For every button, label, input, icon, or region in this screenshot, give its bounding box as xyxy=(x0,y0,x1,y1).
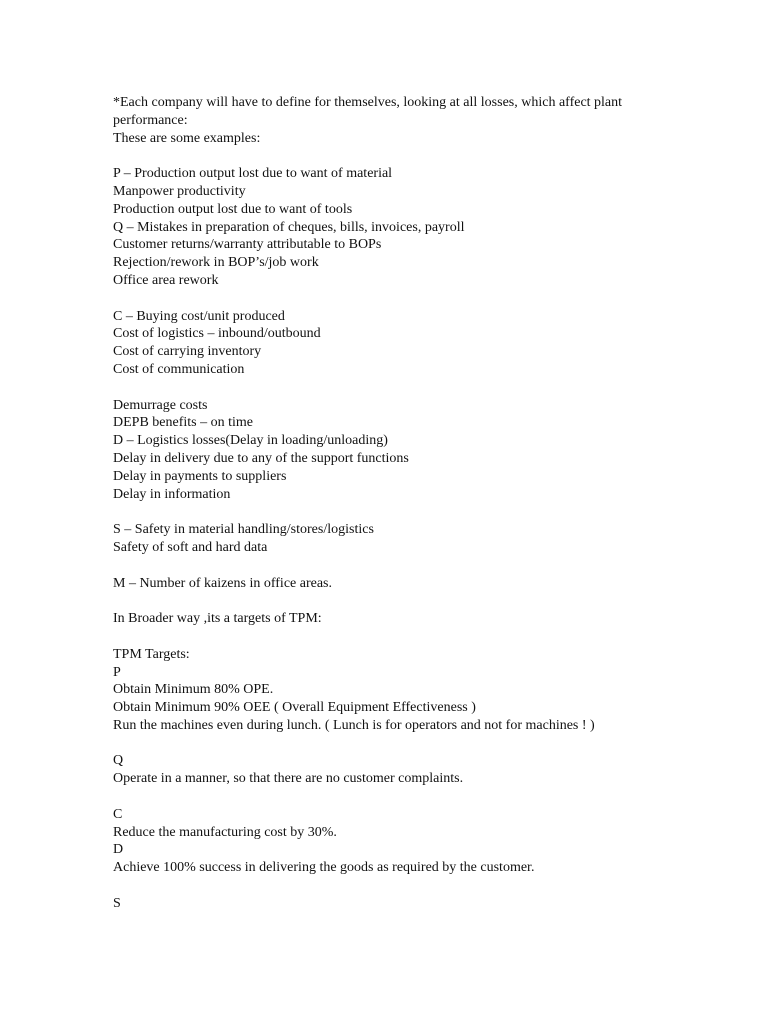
target-label-p: P xyxy=(113,664,121,680)
target-label-c: C xyxy=(113,806,123,822)
paragraph-gap xyxy=(113,628,653,646)
intro-examples-line: These are some examples: xyxy=(113,130,261,146)
text-line: DEPB benefits – on time xyxy=(113,415,253,431)
text-line: Delay in delivery due to any of the support functions xyxy=(113,450,409,466)
broader-targets-line: In Broader way ,its a targets of TPM: xyxy=(113,611,322,627)
paragraph-gap xyxy=(113,503,653,521)
text-line: Demurrage costs xyxy=(113,397,208,413)
paragraph-gap xyxy=(113,147,653,165)
target-label-s: S xyxy=(113,895,121,911)
intro-line: *Each company will have to define for themselves, looking at all losses, which affect plant performance: xyxy=(113,95,623,128)
text-line: Safety of soft and hard data xyxy=(113,539,268,555)
s-losses-block xyxy=(113,521,653,557)
text-line: Delay in information xyxy=(113,486,231,502)
paragraph-gap xyxy=(113,290,653,308)
target-label-d: D xyxy=(113,842,124,858)
paragraph-gap xyxy=(113,557,653,575)
d-losses-block xyxy=(113,397,653,504)
text-line: Cost of logistics – inbound/outbound xyxy=(113,326,321,342)
paragraph-gap xyxy=(113,592,653,610)
m-losses-line: M – Number of kaizens in office areas. xyxy=(113,575,332,591)
paragraph-gap xyxy=(113,788,653,806)
text-line: Achieve 100% success in delivering the goods as required by the customer. xyxy=(113,860,535,876)
tpm-targets-heading: TPM Targets: xyxy=(113,646,190,662)
paragraph-gap xyxy=(113,877,653,895)
text-line: Reduce the manufacturing cost by 30%. xyxy=(113,824,337,840)
text-line: Customer returns/warranty attributable to BOPs xyxy=(113,237,382,253)
document-body xyxy=(113,94,653,913)
target-label-q: Q xyxy=(113,753,124,769)
text-line: Obtain Minimum 80% OPE. xyxy=(113,682,274,698)
text-line: Production output lost due to want of tools xyxy=(113,201,353,217)
text-line: C – Buying cost/unit produced xyxy=(113,308,285,324)
text-line: Run the machines even during lunch. ( Lunch is for operators and not for machines ! ) xyxy=(113,717,595,733)
tpm-targets-section xyxy=(113,646,653,913)
c-losses-block xyxy=(113,308,653,379)
text-line: Office area rework xyxy=(113,272,219,288)
text-line: S – Safety in material handling/stores/logistics xyxy=(113,522,374,538)
text-line: Manpower productivity xyxy=(113,183,246,199)
text-line: Obtain Minimum 90% OEE ( Overall Equipment Effectiveness ) xyxy=(113,700,476,716)
text-line: Cost of carrying inventory xyxy=(113,344,262,360)
text-line: Cost of communication xyxy=(113,361,245,377)
text-line: Q – Mistakes in preparation of cheques, bills, invoices, payroll xyxy=(113,219,465,235)
text-line: Rejection/rework in BOP’s/job work xyxy=(113,255,319,271)
p-q-losses-block xyxy=(113,165,653,290)
paragraph-gap xyxy=(113,735,653,753)
text-line: Delay in payments to suppliers xyxy=(113,468,287,484)
text-line: P – Production output lost due to want of material xyxy=(113,166,393,182)
paragraph-gap xyxy=(113,379,653,397)
text-line: D – Logistics losses(Delay in loading/unloading) xyxy=(113,433,388,449)
text-line: Operate in a manner, so that there are no customer complaints. xyxy=(113,771,464,787)
